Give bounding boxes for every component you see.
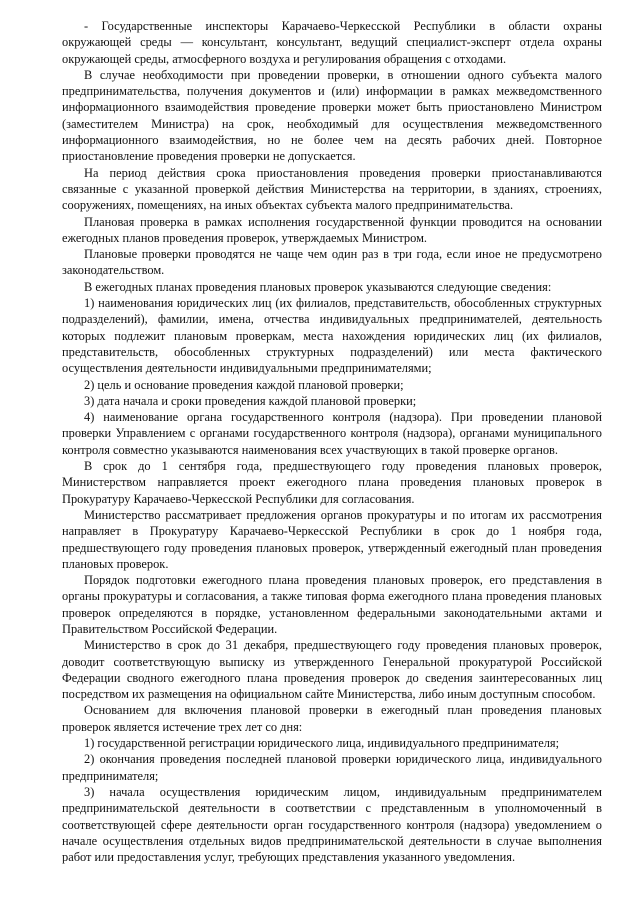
list-item-1: 1) наименования юридических лиц (их филиалов, представительств, обособленных структурных подразделений), фамилии, имена, отчества индивидуальных предпринимателей, деятельность которых подлежит плановым проверкам, места нахождения юридических лиц (их филиалов, представительств, обособленных структурных подразделений) или места фактического осуществления деятельности индивидуальными предпринимателями; <box>62 296 602 376</box>
paragraph-inspectors: - Государственные инспекторы Карачаево-Черкесской Республики в области охраны окружающей среды — консультант, консультант, ведущий специалист-эксперт отдела охраны окружающей среды, атмосферного воздуха и регулирования обращения с отходами. <box>62 19 602 66</box>
paragraph-december-deadline: Министерство в срок до 31 декабря, предшествующего году проведения плановых проверок, доводит соответствующую выписку из утвержденного Генеральной прокуратурой Российской Федерации сводного ежегодного плана проведения проверок до сведения заинтересованных лиц посредством их размещения на официальном сайте Министерства, либо иным доступным способом. <box>62 638 602 702</box>
list-item-3: 3) дата начала и сроки проведения каждой плановой проверки; <box>84 393 417 408</box>
list-item-4: 4) наименование органа государственного контроля (надзора). При проведении плановой проверки Управлением с органами государственного контроля (надзора), органами муниципального контроля совместно указываются наименования всех участвующих в такой проверке органов. <box>62 410 602 457</box>
grounds-item-1: 1) государственной регистрации юридического лица, индивидуального предпринимателя; <box>84 736 560 751</box>
paragraph-grounds: Основанием для включения плановой проверки в ежегодный план проведения плановых проверок является истечение трех лет со дня: <box>62 703 602 734</box>
paragraph-prosecutor-review: Министерство рассматривает предложения органов прокуратуры и по итогам их рассмотрения направляет в Прокуратуру Карачаево-Черкесской Республики в срок до 1 ноября года, предшествующего году проведения плановых проверок, утвержденный ежегодный план проведения плановых проверок. <box>62 507 602 571</box>
paragraph-suspension-period: На период действия срока приостановления проведения проверки приостанавливаются связанные с указанной проверкой действия Министерства на территории, в зданиях, строениях, сооружениях, помещениях, на иных объектах субъекта малого предпринимательства. <box>62 165 602 213</box>
grounds-item-2: 2) окончания проведения последней плановой проверки юридического лица, индивидуального предпринимателя; <box>62 752 602 783</box>
grounds-item-3: 3) начала осуществления юридическим лицом, индивидуальным предпринимателем предпринимательской деятельности в соответствии с представленным в уполномоченный в соответствующей сфере деятельности орган государственного контроля (надзора) уведомлением о начале осуществления отдельных видов предпринимательской деятельности в случае выполнения работ или предоставления услуг, требующих представления указанного уведомления. <box>62 784 602 865</box>
paragraph-september-deadline: В срок до 1 сентября года, предшествующего году проведения плановых проверок, Министерством направляется проект ежегодного плана проведения плановых проверок в Прокуратуру Карачаево-Черкесской Республики для согласования. <box>62 459 602 506</box>
paragraph-planned-inspection: Плановая проверка в рамках исполнения государственной функции проводится на основании ежегодных планов проведения проверок, утверждаемых Министром. <box>62 214 602 245</box>
paragraph-suspension: В случае необходимости при проведении проверки, в отношении одного субъекта малого предпринимательства, получения документов и (или) информации в рамках межведомственного информационного взаимодействия проведение проверки может быть приостановлено Министром (заместителем Министра) на срок, необходимый для осуществления межведомственного информационного взаимодействия, но не более чем на десять рабочих дней. Повторное приостановление проведения проверки не допускается. <box>62 67 602 164</box>
paragraph-frequency: Плановые проверки проводятся не чаще чем один раз в три года, если иное не предусмотрено законодательством. <box>62 247 602 278</box>
list-item-2: 2) цель и основание проведения каждой плановой проверки; <box>84 377 404 392</box>
paragraph-plan-procedure: Порядок подготовки ежегодного плана проведения плановых проверок, его представления в органы прокуратуры и согласования, а также типовая форма ежегодного плана проведения плановых проверок определяются в порядке, установленном федеральными законодательными актами и Правительством Российской Федерации. <box>62 573 602 636</box>
paragraph-plan-contents: В ежегодных планах проведения плановых проверок указываются следующие сведения: <box>84 279 552 294</box>
